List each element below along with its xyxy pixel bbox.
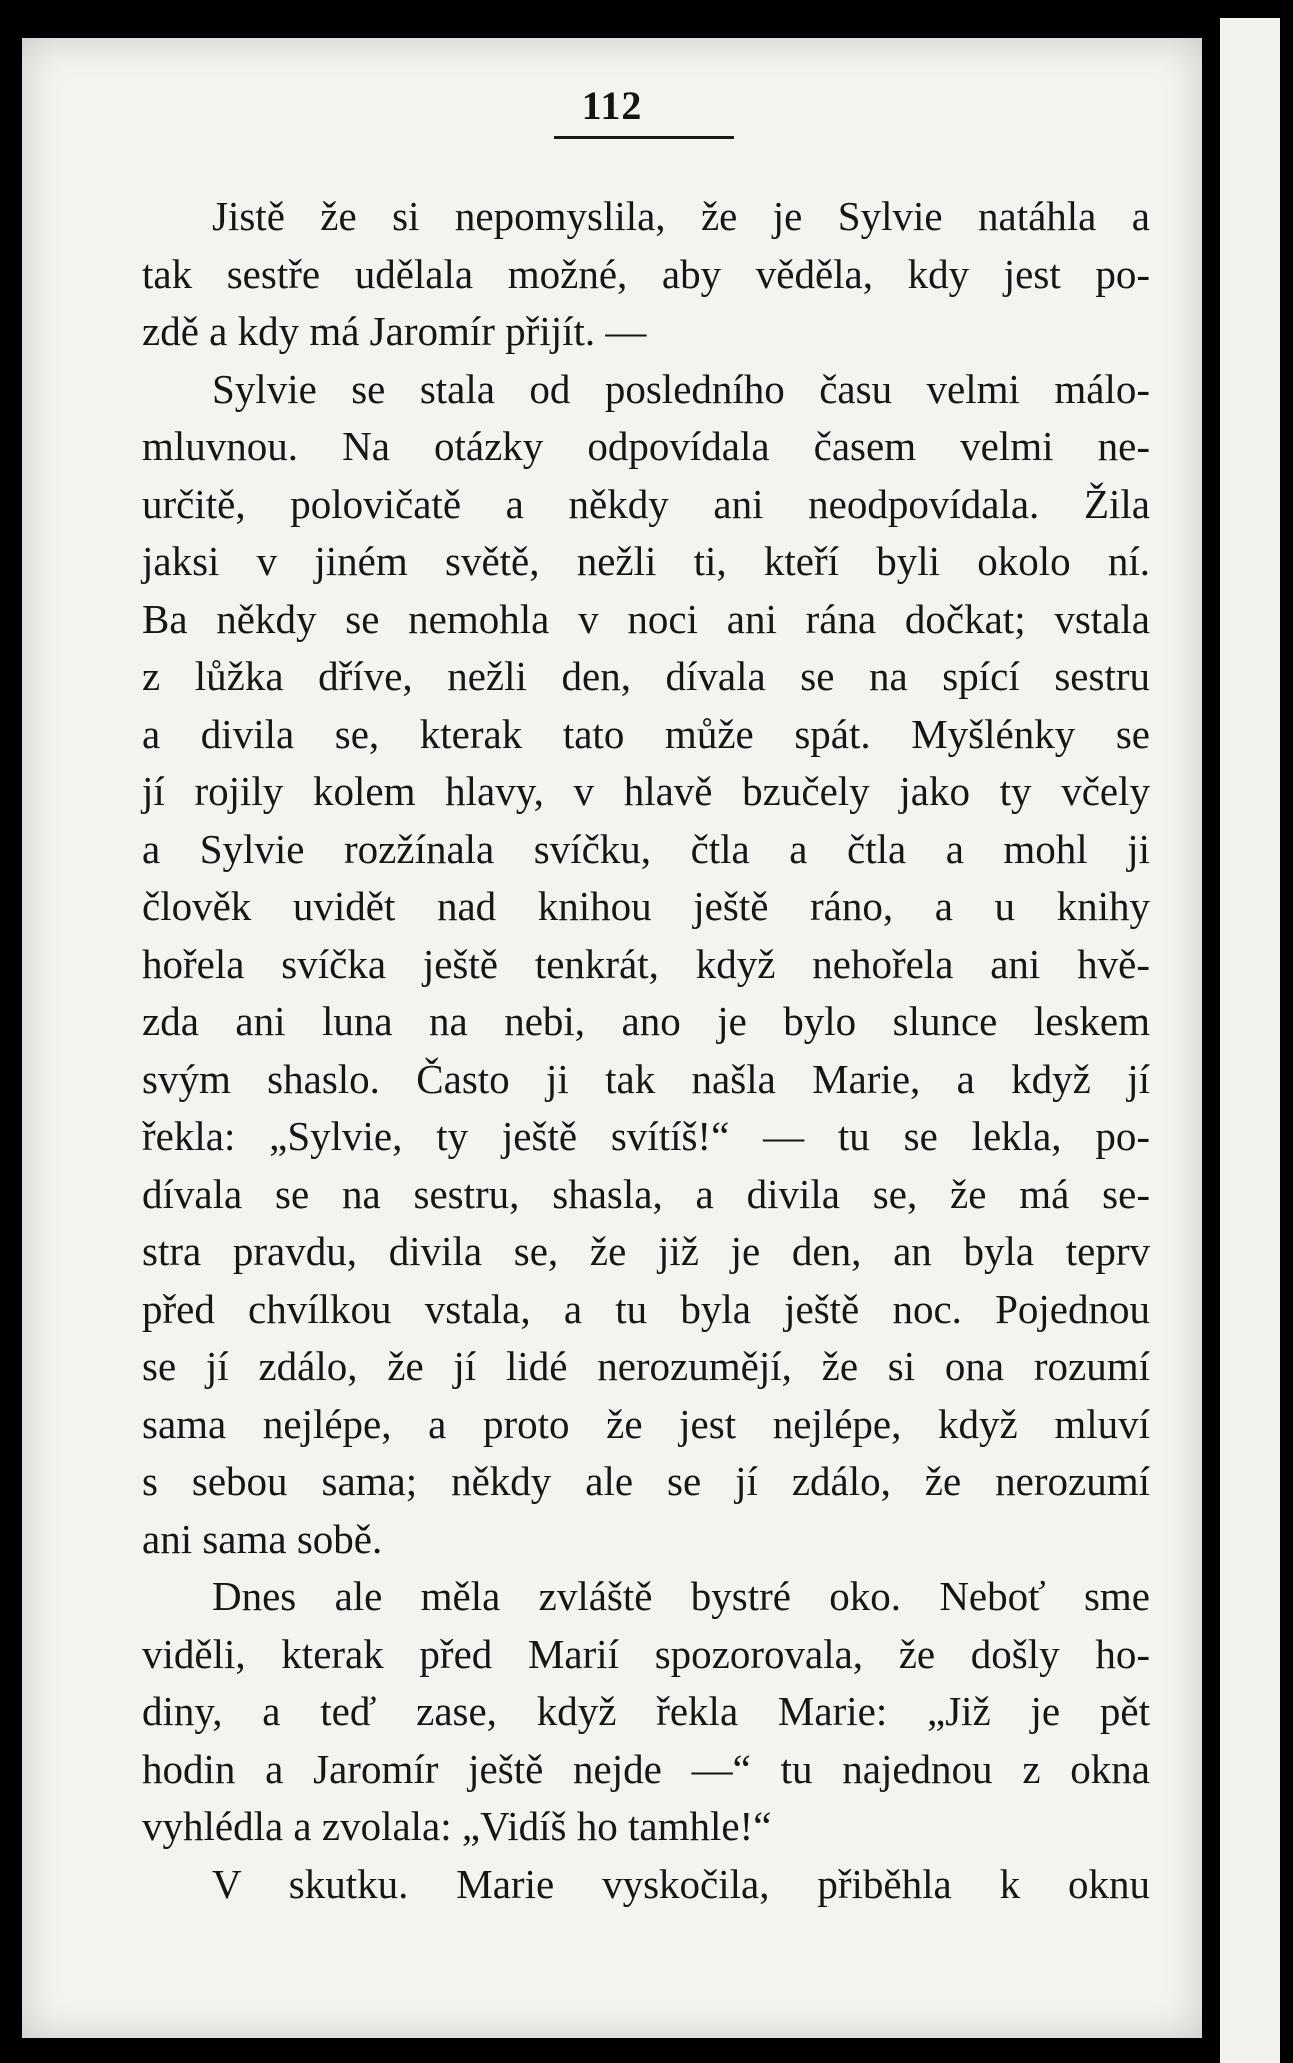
text-line: sama nejlépe, a proto že jest nejlépe, když mluví — [142, 1400, 1150, 1447]
text-line: určitě, polovičatě a někdy ani neodpovídala. Žila — [142, 480, 1150, 527]
text-line: před chvílkou vstala, a tu byla ještě noc. Pojednou — [142, 1285, 1150, 1332]
text-line: Sylvie se stala od posledního času velmi málo- — [212, 365, 1150, 412]
text-line: hodin a Jaromír ještě nejde —“ tu najednou z okna — [142, 1745, 1150, 1792]
body-text — [142, 188, 1150, 1913]
text-line: Dnes ale měla zvláště bystré oko. Neboť sme — [212, 1573, 1150, 1619]
text-line: z lůžka dříve, nežli den, dívala se na spící sestru — [142, 653, 1150, 699]
text-line: Ba někdy se nemohla v noci ani rána dočkat; vstala — [142, 595, 1150, 642]
text-line: stra pravdu, divila se, že již je den, an byla teprv — [142, 1228, 1150, 1274]
text-line: tak sestře udělala možné, aby věděla, kdy jest po- — [142, 250, 1150, 297]
text-line: se jí zdálo, že jí lidé nerozumějí, že si ona rozumí — [142, 1343, 1150, 1389]
text-line: jí rojily kolem hlavy, v hlavě bzučely jako ty včely — [142, 768, 1150, 814]
text-line: řekla: „Sylvie, ty ještě svítíš!“ — tu se lekla, po- — [142, 1113, 1150, 1159]
text-line: s sebou sama; někdy ale se jí zdálo, že nerozumí — [142, 1458, 1150, 1504]
text-line: jaksi v jiném světě, nežli ti, kteří byli okolo ní. — [142, 538, 1150, 584]
text-line: diny, a teď zase, když řekla Marie: „Již je pět — [142, 1688, 1150, 1734]
text-line: a Sylvie rozžínala svíčku, čtla a čtla a mohl ji — [142, 825, 1150, 872]
text-line: zda ani luna na nebi, ano je bylo slunce leskem — [142, 998, 1150, 1044]
page-number: 112 — [581, 83, 643, 128]
text-line: V skutku. Marie vyskočila, přiběhla k oknu — [212, 1860, 1150, 1907]
text-line: Jistě že si nepomyslila, že je Sylvie natáhla a — [212, 193, 1150, 239]
text-line: viděli, kterak před Marií spozorovala, že došly ho- — [142, 1630, 1150, 1677]
text-line: člověk uvidět nad knihou ještě ráno, a u knihy — [142, 883, 1150, 929]
text-line: ani sama sobě. — [142, 1515, 383, 1562]
text-line: mluvnou. Na otázky odpovídala časem velmi ne- — [142, 423, 1150, 469]
adjacent-page-edge — [1220, 18, 1280, 2063]
page-number-rule — [554, 136, 734, 139]
text-line: hořela svíčka ještě tenkrát, když nehořela ani hvě- — [142, 940, 1150, 987]
text-line: a divila se, kterak tato může spát. Myšlénky se — [142, 710, 1150, 757]
text-line: vyhlédla a zvolala: „Vidíš ho tamhle!“ — [142, 1803, 772, 1849]
text-line: zdě a kdy má Jaromír přijít. — — [142, 308, 647, 354]
text-line: dívala se na sestru, shasla, a divila se, že má se- — [142, 1170, 1150, 1217]
book-page — [22, 38, 1202, 2038]
text-line: svým shaslo. Často ji tak našla Marie, a když jí — [142, 1055, 1150, 1102]
